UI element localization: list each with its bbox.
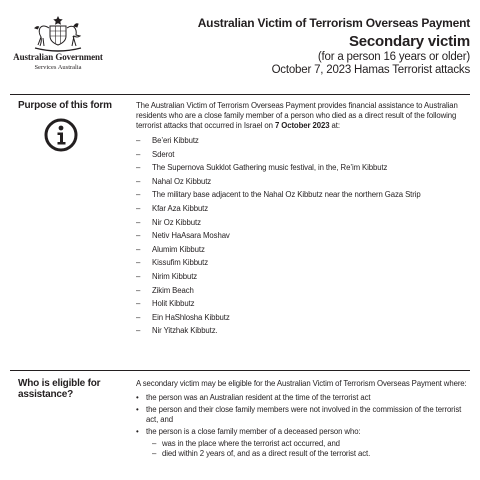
section-divider [10,370,470,371]
purpose-intro [136,101,470,131]
list-item: – Be’eri Kibbutz [136,134,470,148]
list-item: – The Supernova Sukklot Gathering music festival, in the, Re’im Kibbutz [136,161,470,175]
list-item: – Holit Kibbutz [136,297,470,311]
list-item: – Nir Oz Kibbutz [136,216,470,230]
list-item [136,427,470,459]
form-header [0,0,480,92]
info-icon [44,118,78,152]
form-title-block [198,16,470,76]
list-item: • the person and their close family members were not involved in the commission of the terrorist act, and [136,405,470,425]
eligibility-heading [18,378,100,400]
location-list [136,134,470,338]
attack-date: 7 October 2023 [274,121,330,130]
sub-list [146,439,470,459]
list-item: – Nirim Kibbutz [136,270,470,284]
sub-list-item: – died within 2 years of, and as a direct result of the terrorist act. [146,449,470,459]
list-item: – Ein HaShlosha Kibbutz [136,311,470,325]
list-item: • the person was an Australian resident at the time of the terrorist act [136,393,470,403]
purpose-intro-end: at: [329,121,340,130]
eligibility-body [136,379,470,461]
eligibility-heading-line2: assistance? [18,389,74,400]
eligibility-heading-line1: Who is eligible for [18,378,101,389]
section-divider [10,94,470,95]
form-subtitle: Secondary victim [348,33,470,50]
list-item: – Kissufim Kibbutz [136,256,470,270]
agency-name: Services Australia [34,64,82,71]
government-logo [10,14,106,71]
list-item: – Netiv HaAsara Moshav [136,229,470,243]
list-item: – Nir Yitzhak Kibbutz. [136,324,470,338]
government-name: Australian Government [13,52,103,62]
purpose-intro-text: The Australian Victim of Terrorism Overseas Payment provides financial assistance to Australian residents who are a close family member of a person who died as a direct result of the following terrorist attacks that occurred in Israel on [136,101,458,130]
coat-of-arms-icon [27,14,89,52]
list-item: – The military base adjacent to the Nahal Oz Kibbutz near the northern Gaza Strip [136,188,470,202]
list-item: – Zikim Beach [136,284,470,298]
eligibility-list [136,393,470,459]
list-item: – Sderot [136,148,470,162]
sub-list-item: – was in the place where the terrorist act occurred, and [146,439,470,449]
purpose-body [136,101,470,338]
form-age-note: (for a person 16 years or older) [317,51,470,63]
form-event: October 7, 2023 Hamas Terrorist attacks [271,64,470,76]
eligibility-intro: A secondary victim may be eligible for the Australian Victim of Terrorism Overseas Payment where: [136,379,467,388]
list-item: – Kfar Aza Kibbutz [136,202,470,216]
list-item: – Alumim Kibbutz [136,243,470,257]
list-item: – Nahal Oz Kibbutz [136,175,470,189]
purpose-heading: Purpose of this form [18,100,112,111]
form-title: Australian Victim of Terrorism Overseas Payment [197,16,470,30]
list-item-text: the person is a close family member of a deceased person who: [146,427,361,436]
